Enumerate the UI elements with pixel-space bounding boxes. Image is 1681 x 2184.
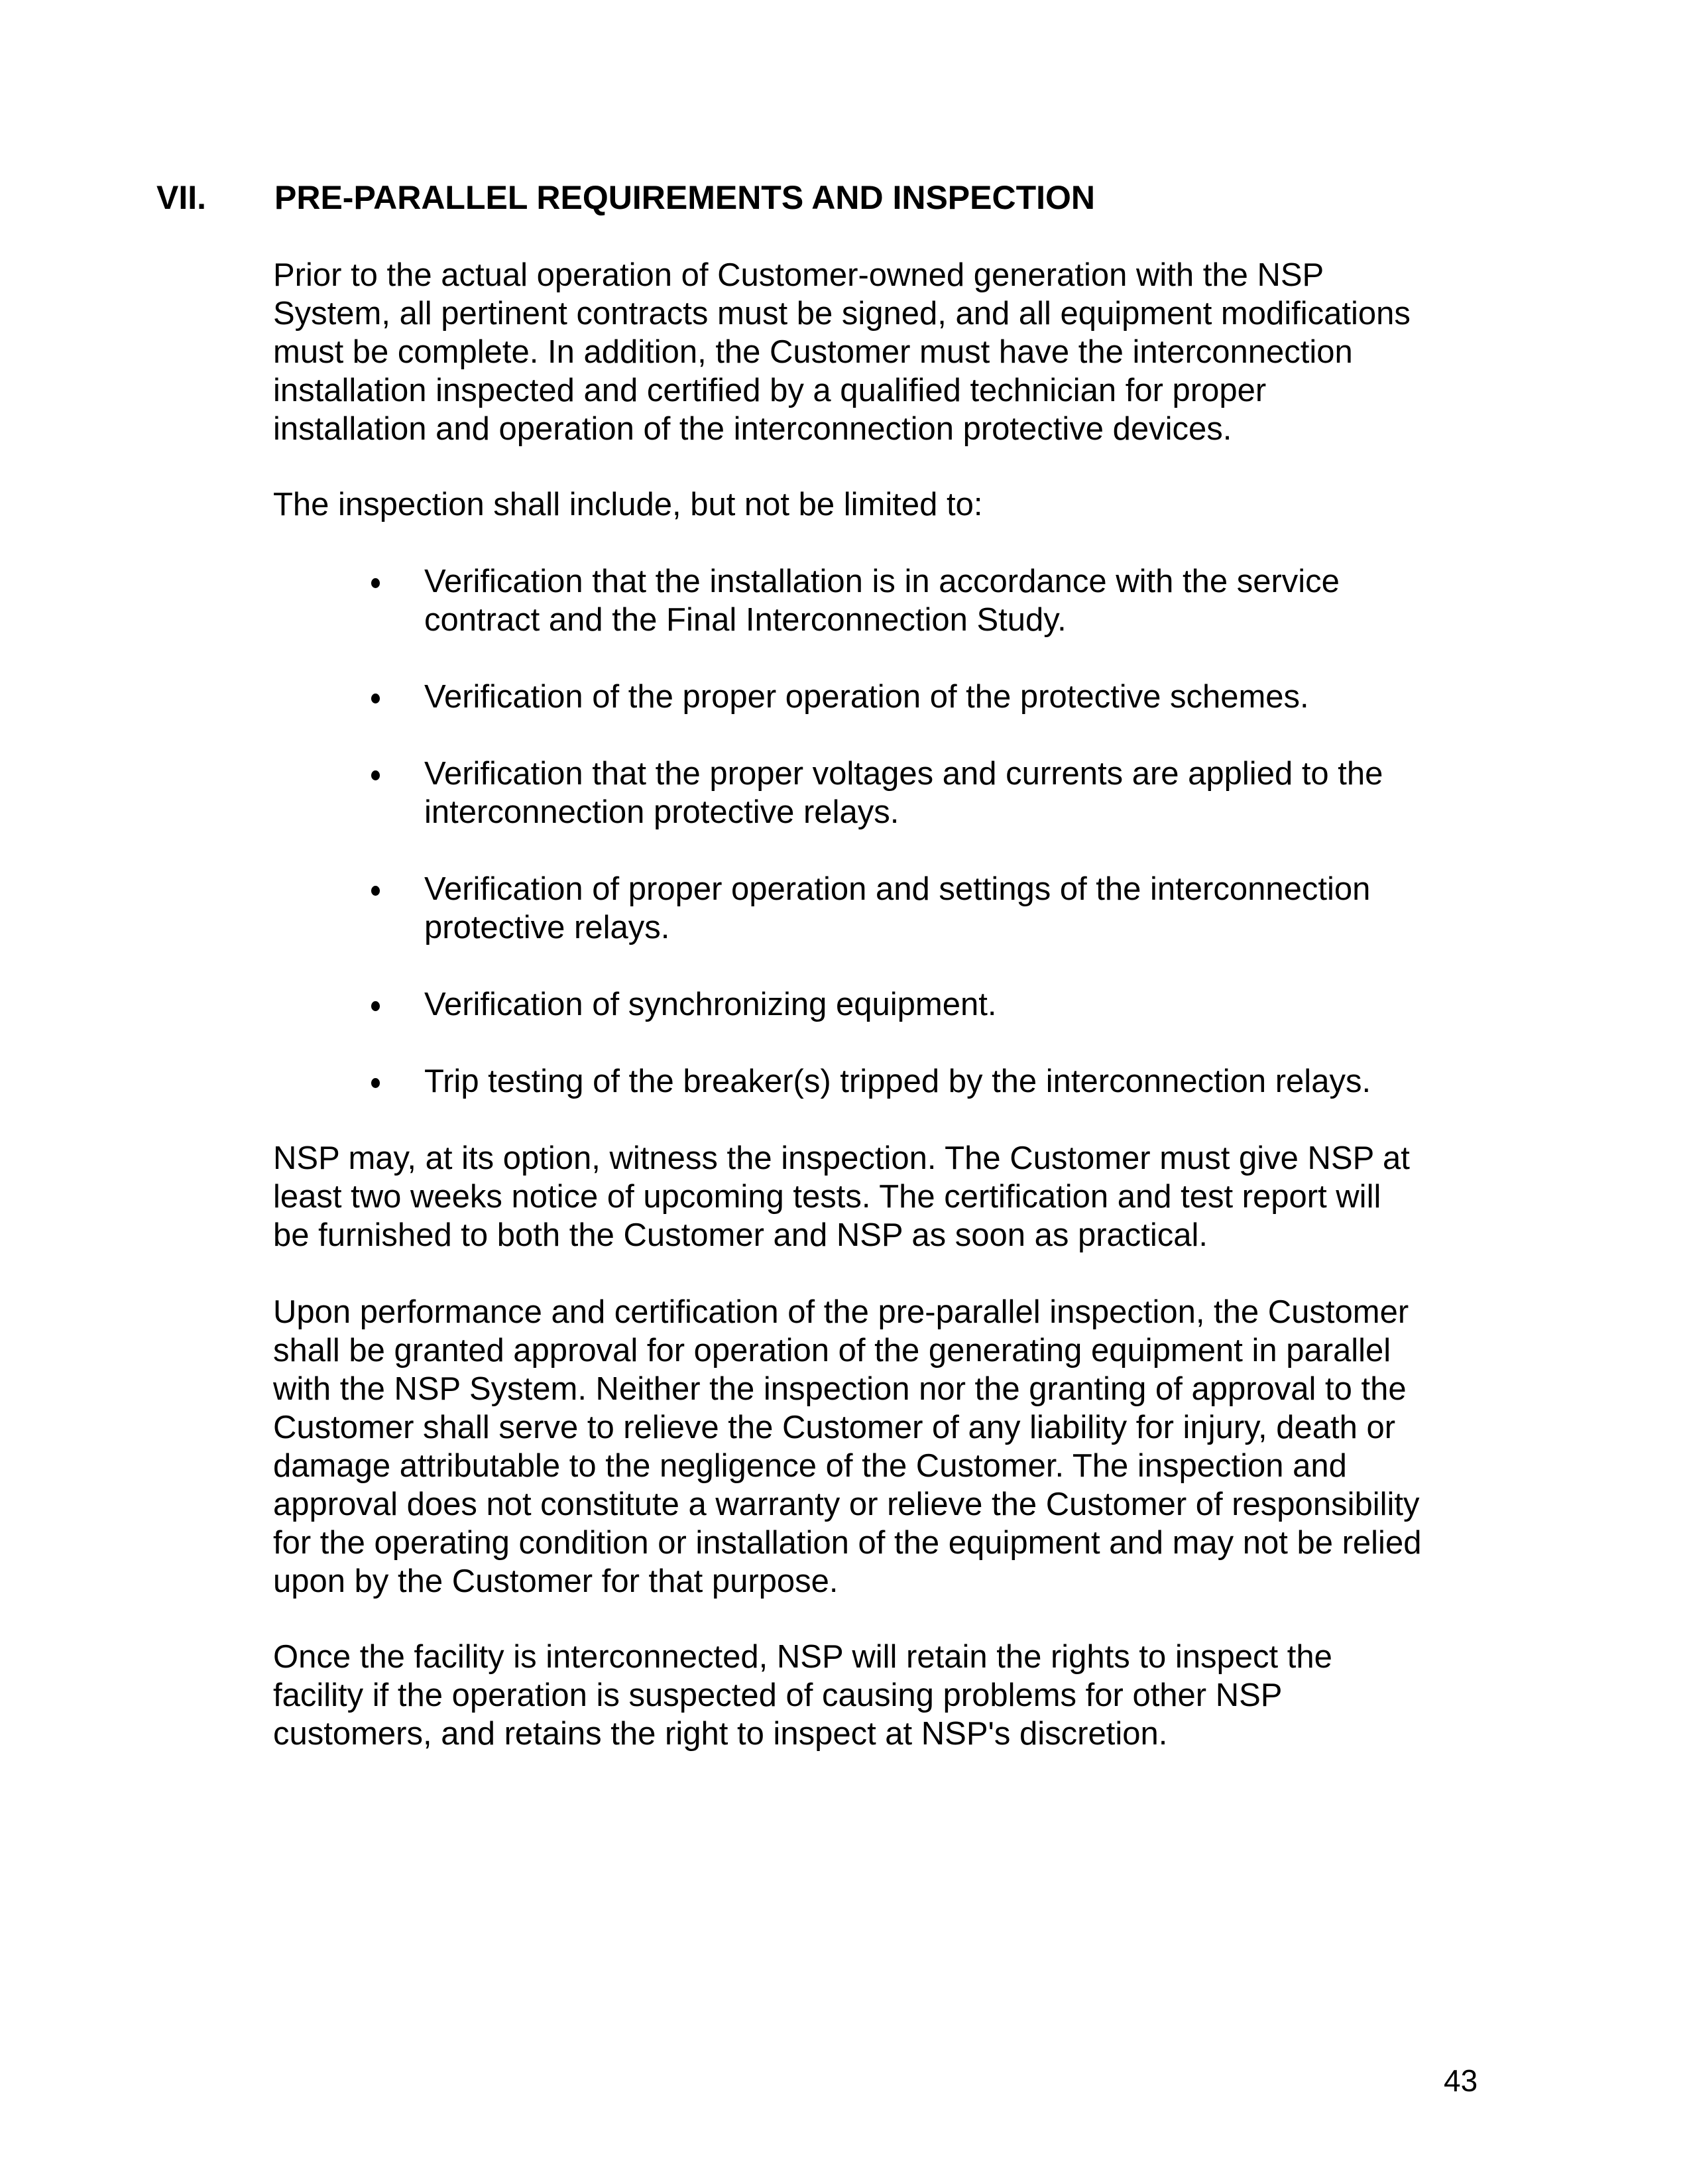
paragraph-rights [273,1638,1486,1753]
paragraph-line: Prior to the actual operation of Customer-owned generation with the NSP [273,257,1324,293]
paragraph-approval [273,1293,1486,1601]
paragraph-line: System, all pertinent contracts must be signed, and all equipment modifications [273,296,1411,332]
list-item-line: Verification of synchronizing equipment. [424,987,997,1022]
list-item-text [424,1062,1371,1101]
list-item-line: Verification that the proper voltages and currents are applied to the [424,756,1383,792]
list-item-text [424,755,1383,831]
paragraph-line: approval does not constitute a warranty or relieve the Customer of responsibility [273,1486,1420,1522]
paragraph-line: be furnished to both the Customer and NSP as soon as practical. [273,1217,1208,1253]
paragraph-line: customers, and retains the right to inspect at NSP's discretion. [273,1716,1168,1752]
paragraph-line: with the NSP System. Neither the inspection nor the granting of approval to the [273,1371,1407,1407]
section-number: VII. [156,179,207,216]
section-heading [156,178,1095,217]
list-item-text [424,678,1309,716]
list-item-line: Trip testing of the breaker(s) tripped by the interconnection relays. [424,1063,1371,1099]
paragraph-line: The inspection shall include, but not be limited to: [273,487,983,522]
paragraph-intro [273,256,1486,448]
paragraph-line: upon by the Customer for that purpose. [273,1563,839,1599]
list-item-line: Verification of proper operation and settings of the interconnection [424,871,1371,907]
page-number: 43 [1444,2063,1478,2098]
list-item-text [424,870,1370,947]
list-item-line: interconnection protective relays. [424,794,899,830]
paragraph-line: must be complete. In addition, the Customer must have the interconnection [273,334,1353,370]
paragraph-line: Customer shall serve to relieve the Customer of any liability for injury, death or [273,1410,1396,1445]
paragraph-line: installation inspected and certified by a qualified technician for proper [273,373,1267,408]
list-item-line: protective relays. [424,910,670,945]
paragraph-line: installation and operation of the interconnection protective devices. [273,411,1232,447]
list-item-line: contract and the Final Interconnection Study. [424,602,1067,638]
list-item-text [424,985,996,1024]
paragraph-line: for the operating condition or installation of the equipment and may not be relied [273,1525,1422,1561]
paragraph-line: least two weeks notice of upcoming tests. The certification and test report will [273,1179,1381,1215]
paragraph-inspection-lead [273,485,1486,524]
list-item-line: Verification of the proper operation of the protective schemes. [424,679,1309,715]
paragraph-line: NSP may, at its option, witness the inspection. The Customer must give NSP at [273,1140,1410,1176]
paragraph-line: shall be granted approval for operation of the generating equipment in parallel [273,1333,1391,1368]
paragraph-line: Once the facility is interconnected, NSP will retain the rights to inspect the [273,1639,1332,1675]
list-item-text [424,562,1340,639]
paragraph-line: Upon performance and certification of the pre-parallel inspection, the Customer [273,1294,1409,1330]
paragraph-line: damage attributable to the negligence of the Customer. The inspection and [273,1448,1347,1484]
section-title: PRE-PARALLEL REQUIREMENTS AND INSPECTION [274,179,1096,216]
paragraph-line: facility if the operation is suspected of causing problems for other NSP [273,1677,1283,1713]
list-item-line: Verification that the installation is in accordance with the service [424,564,1340,599]
paragraph-witness [273,1139,1486,1254]
